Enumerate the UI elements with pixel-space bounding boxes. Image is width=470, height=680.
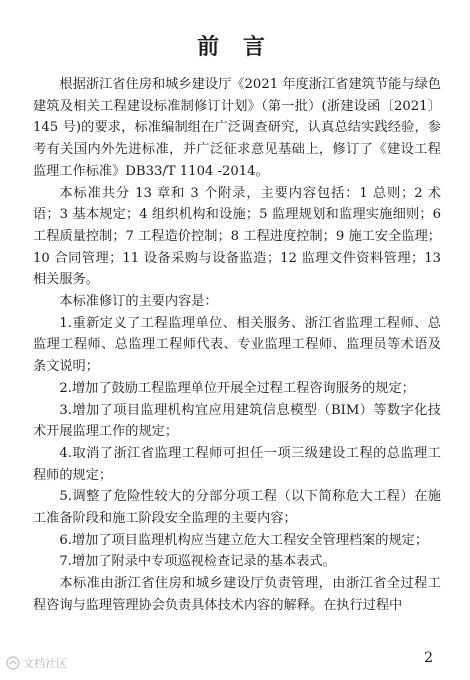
page-number: 2	[424, 650, 433, 666]
body-text	[33, 74, 441, 617]
paragraph-revision-intro: 本标准修订的主要内容是：	[59, 294, 218, 310]
revision-item-5: 5.调整了危险性较大的分部分项工程（以下简称危大工程）在施工准备阶段和施工阶段安全监理的主要内容；	[33, 489, 441, 527]
page-title: 前 言	[197, 34, 273, 60]
revision-item-1: 1.重新定义了工程监理单位、相关服务、浙江省监理工程师、总监理工程师、总监理工程师代表、专业监理工程师、监理员等术语及条文说明；	[33, 315, 441, 375]
watermark-text: 文档社区	[23, 657, 67, 670]
revision-item-4: 4.取消了浙江省监理工程师可担任一项三级建设工程的总监理工程师的规定；	[33, 445, 441, 483]
paragraph-management: 本标准由浙江省住房和城乡建设厅负责管理，由浙江省全过程工程咨询与监理管理协会负责具体技术内容的解释。在执行过程中	[33, 576, 441, 613]
revision-item-3: 3.增加了项目监理机构宜应用建筑信息模型（BIM）等数字化技术开展监理工作的规定；	[33, 402, 441, 440]
watermark-logo-icon	[6, 656, 20, 670]
revision-item-2: 2.增加了鼓励工程监理单位开展全过程工程咨询服务的规定；	[59, 380, 415, 396]
revision-item-6: 6.增加了项目监理机构应当建立危大工程安全管理档案的规定；	[59, 532, 429, 548]
paragraph-background: 根据浙江省住房和城乡建设厅《2021 年度浙江省建筑节能与绿色建筑及相关工程建设标准制修订计划》（第一批）(浙建设函〔2021〕145 号)的要求，标准编制组在广泛调查研究，认真总结实践经验，参考有关国内外先进标准，并广泛征求意见基础上，修订了《建设工程监理工作标准》DB33/T 1104 -2014。	[33, 77, 441, 179]
paragraph-contents: 本标准共分 13 章和 3 个附录，主要内容包括：1 总则；2 术语；3 基本规定；4 组织机构和设施；5 监理规划和监理实施细则；6 工程质量控制；7 工程造价控制；8 工程进度控制；9 施工安全监理；10 合同管理；11 设备采购与设备监造；12 监理文件资料管理；13 相关服务。	[33, 185, 441, 288]
revision-item-7: 7.增加了附录中专项巡视检查记录的基本表式。	[59, 554, 336, 570]
watermark	[6, 655, 67, 671]
